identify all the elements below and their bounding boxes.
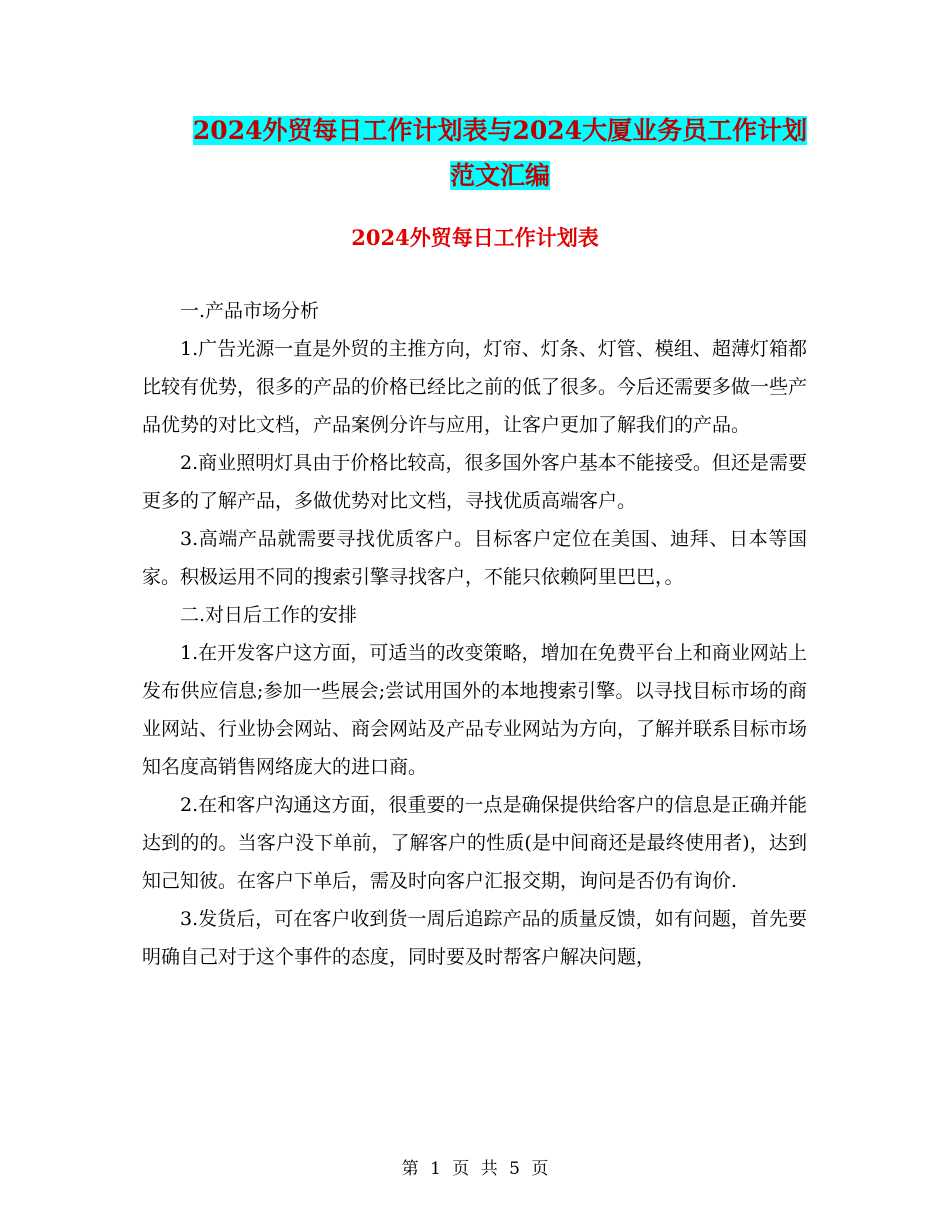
paragraph: 3.发货后，可在客户收到货一周后追踪产品的质量反馈，如有问题，首先要明确自己对于这个事件的态度，同时要及时帮客户解决问题， [142,908,807,968]
paragraph: 2.商业照明灯具由于价格比较高，很多国外客户基本不能接受。但还是需要更多的了解产品，多做优势对比文档，寻找优质高端客户。 [142,452,807,512]
document-title-line2: 范文汇编 [449,161,550,190]
document-title-line1: 2024外贸每日工作计划表与2024大厦业务员工作计划 [192,116,808,145]
document-body [142,292,807,976]
document-title [120,108,880,198]
heading-future-work: 二.对日后工作的安排 [180,604,358,626]
paragraph: 1.在开发客户这方面，可适当的改变策略，增加在免费平台上和商业网站上发布供应信息;参加一些展会;尝试用国外的本地搜索引擎。以寻找目标市场的商业网站、行业协会网站、商会网站及产品专业网站为方向，了解并联系目标市场知名度高销售网络庞大的进口商。 [142,642,808,778]
heading-market-analysis: 一.产品市场分析 [180,300,320,322]
paragraph: 2.在和客户沟通这方面，很重要的一点是确保提供给客户的信息是正确并能达到的的。当客户没下单前，了解客户的性质(是中间商还是最终使用者)，达到知己知彼。在客户下单后，需及时向客户汇报交期，询问是否仍有询价. [142,794,807,892]
page-footer: 第 1 页 共 5 页 [401,1159,549,1179]
paragraph: 3.高端产品就需要寻找优质客户。目标客户定位在美国、迪拜、日本等国家。积极运用不同的搜索引擎寻找客户，不能只依赖阿里巴巴，。 [142,528,807,588]
paragraph: 1.广告光源一直是外贸的主推方向，灯帘、灯条、灯管、模组、超薄灯箱都比较有优势，很多的产品的价格已经比之前的低了很多。今后还需要多做一些产品优势的对比文档，产品案例分许与应用，让客户更加了解我们的产品。 [142,338,808,436]
section-title: 2024外贸每日工作计划表 [351,225,599,250]
